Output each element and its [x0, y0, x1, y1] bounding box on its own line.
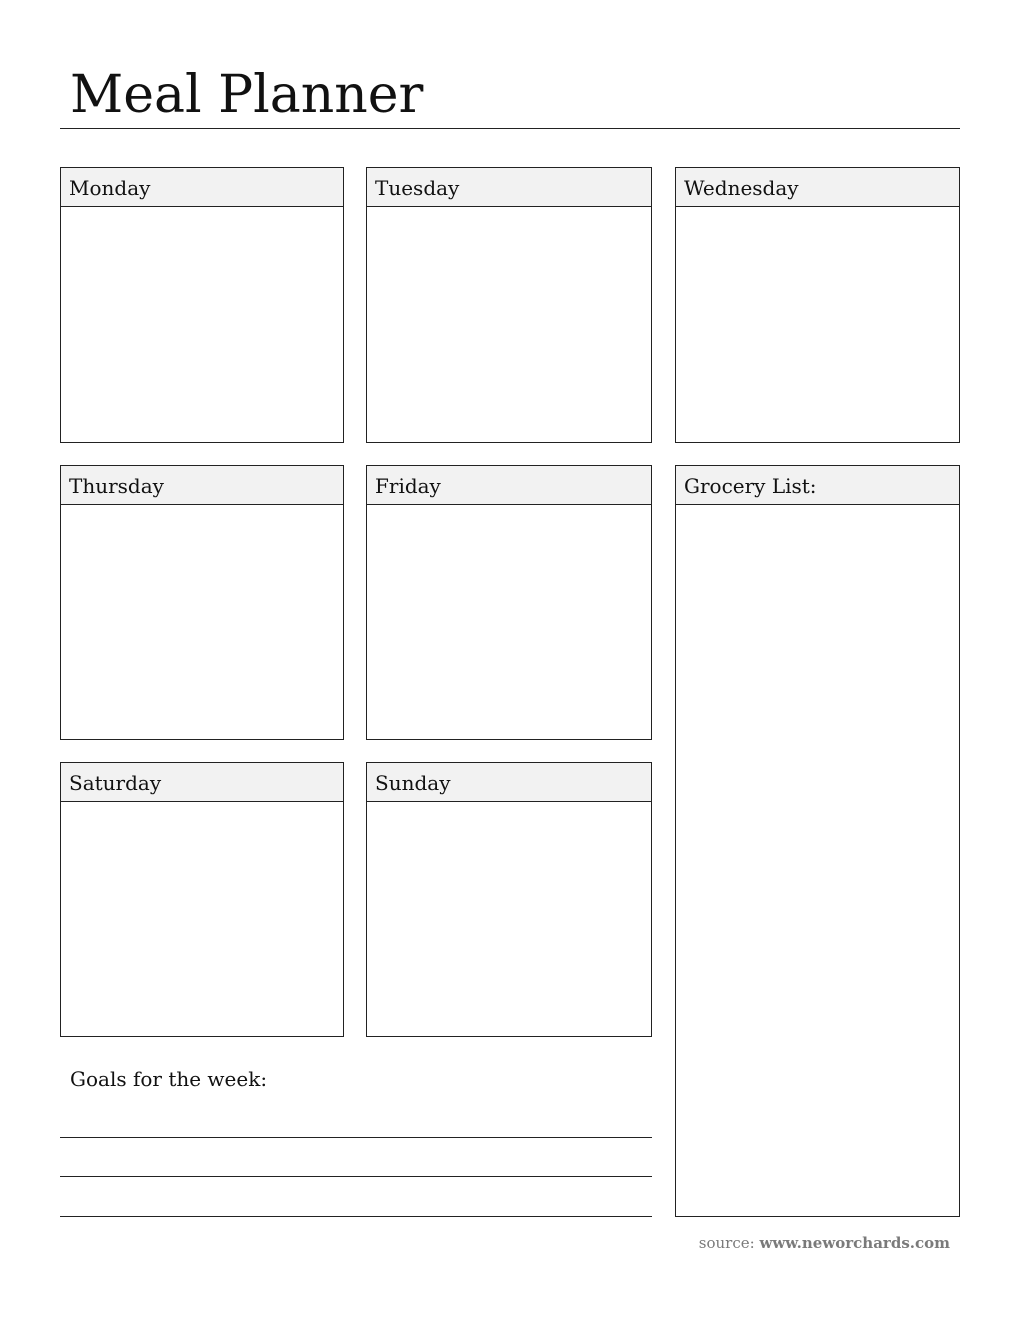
day-notes-thursday[interactable] [61, 505, 343, 739]
day-box-saturday [60, 762, 344, 1037]
day-header-wednesday: Wednesday [676, 168, 959, 207]
source-prefix: source: [698, 1234, 755, 1252]
day-notes-monday[interactable] [61, 207, 343, 442]
day-box-wednesday [675, 167, 960, 443]
day-header-saturday: Saturday [61, 763, 343, 802]
day-notes-wednesday[interactable] [676, 207, 959, 442]
day-box-thursday [60, 465, 344, 740]
goals-label: Goals for the week: [70, 1067, 268, 1091]
grocery-list-header: Grocery List: [676, 466, 959, 505]
grocery-list-notes[interactable] [676, 505, 959, 1216]
grocery-list-box [675, 465, 960, 1217]
day-header-sunday: Sunday [367, 763, 651, 802]
day-box-friday [366, 465, 652, 740]
title-divider [60, 128, 960, 129]
day-header-friday: Friday [367, 466, 651, 505]
source-link[interactable]: www.neworchards.com [759, 1234, 950, 1252]
day-notes-friday[interactable] [367, 505, 651, 739]
goal-line[interactable] [60, 1216, 652, 1217]
page-title: Meal Planner [70, 65, 424, 125]
day-box-monday [60, 167, 344, 443]
goal-line[interactable] [60, 1176, 652, 1177]
goal-line[interactable] [60, 1137, 652, 1138]
day-notes-tuesday[interactable] [367, 207, 651, 442]
day-notes-sunday[interactable] [367, 802, 651, 1036]
day-box-tuesday [366, 167, 652, 443]
day-notes-saturday[interactable] [61, 802, 343, 1036]
day-header-tuesday: Tuesday [367, 168, 651, 207]
day-header-monday: Monday [61, 168, 343, 207]
source-footer [699, 1234, 950, 1252]
day-box-sunday [366, 762, 652, 1037]
day-header-thursday: Thursday [61, 466, 343, 505]
